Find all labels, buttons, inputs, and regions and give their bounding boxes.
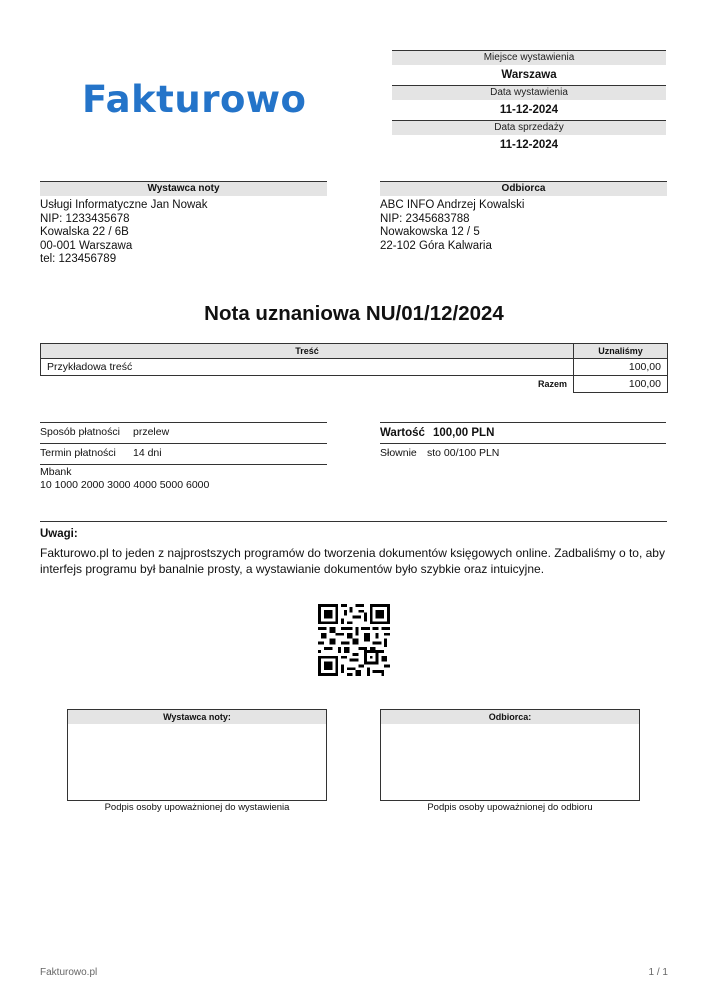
value-amount: 100,00 PLN [433,427,495,439]
issuer-phone: tel: 123456789 [40,253,117,266]
qr-code-icon [318,604,390,676]
recipient-block [380,181,667,253]
payment-term-value: 14 dni [133,447,162,459]
issuer-street: Kowalska 22 / 6B [40,226,129,239]
value-row [380,422,666,444]
value-block [380,422,666,462]
notes-header: Uwagi: [40,528,78,540]
bank-info [40,464,327,492]
col-content-header: Treść [41,344,574,359]
recipient-nip: NIP: 2345683788 [380,212,470,225]
document-title: Nota uznaniowa NU/01/12/2024 [204,302,504,325]
words-value: sto 00/100 PLN [427,447,500,459]
notes-text: Fakturowo.pl to jeden z najprostszych programów do tworzenia dokumentów księgowych online. Zadbaliśmy o to, aby interfejs programu był banalnie prosty, a wystawianie dokumentów było szybkie oraz intuicyjne. [40,546,665,576]
issuer-signature-header: Wystawca noty: [68,710,326,724]
bank-name: Mbank [40,466,72,478]
notes-section [40,521,667,577]
words-row [380,444,666,462]
issuer-signature [67,709,327,813]
recipient-header: Odbiorca [380,181,667,196]
issuer-block [40,181,327,267]
item-amount: 100,00 [574,359,668,376]
recipient-signature [380,709,640,813]
table-row [41,359,668,376]
payment-term-label: Termin płatności [40,447,116,459]
sale-date-label: Data sprzedaży [392,120,666,135]
col-amount-header: Uznaliśmy [574,344,668,359]
issuer-name: Usługi Informatyczne Jan Nowak [40,199,208,211]
recipient-street: Nowakowska 12 / 5 [380,226,480,239]
issuer-nip: NIP: 1233435678 [40,212,130,225]
issue-date-label: Data wystawienia [392,85,666,100]
footer-site: Fakturowo.pl [40,967,98,978]
words-label: Słownie [380,447,417,459]
recipient-name: ABC INFO Andrzej Kowalski [380,199,525,211]
items-header-row [41,344,668,359]
recipient-signature-caption: Podpis osoby upoważnionej do odbioru [427,802,593,813]
company-logo: Fakturowo [82,78,307,121]
payment-term-row [40,443,327,464]
recipient-city: 22-102 Góra Kalwaria [380,239,492,252]
place-label: Miejsce wystawienia [392,50,666,65]
payment-method-row [40,422,327,443]
payment-block [40,422,327,492]
place-value: Warszawa [501,69,557,81]
payment-method-label: Sposób płatności [40,426,120,438]
bank-account: 10 1000 2000 3000 4000 5000 6000 [40,479,210,491]
item-content: Przykładowa treść [41,359,574,376]
issuer-header: Wystawca noty [40,181,327,196]
total-label: Razem [537,379,567,390]
issuer-city: 00-001 Warszawa [40,239,133,252]
value-label: Wartość [380,427,425,439]
footer-page-number: 1 / 1 [648,967,668,978]
issuer-signature-box [67,709,327,801]
issuer-signature-caption: Podpis osoby upoważnionej do wystawienia [104,802,290,813]
sale-date-value: 11-12-2024 [499,139,559,151]
items-table [40,343,668,393]
recipient-signature-box [380,709,640,801]
issue-details [392,50,666,155]
issue-date-value: 11-12-2024 [499,104,559,116]
payment-method-value: przelew [133,426,170,438]
total-value: 100,00 [574,376,668,393]
recipient-signature-header: Odbiorca: [381,710,639,724]
total-row [41,376,668,393]
